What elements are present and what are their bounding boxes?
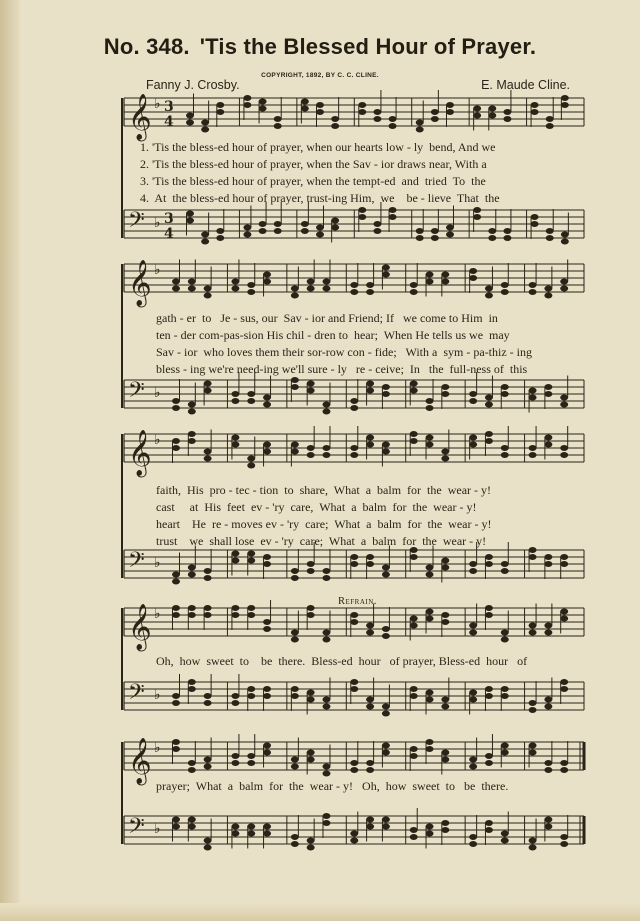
- treble-clef: 𝄞: [128, 260, 152, 306]
- key-flat: ♭: [154, 740, 161, 756]
- verse-line-2-1: gath - er to Je - sus, our Sav - ior and Friend; If we come to Him in: [156, 311, 498, 325]
- key-flat: ♭: [154, 385, 161, 401]
- treble-clef: 𝄞: [128, 738, 152, 784]
- key-flat: ♭: [154, 96, 161, 112]
- treble-clef: 𝄞: [128, 604, 152, 650]
- key-flat: ♭: [154, 606, 161, 622]
- refrain-line-1: Oh, how sweet to be there. Bless-ed hour of prayer, Bless-ed hour of: [156, 654, 528, 668]
- copyright-notice: COPYRIGHT, 1892, BY C. C. CLINE.: [261, 72, 379, 79]
- system-bracket: [0, 264, 640, 412]
- verse-line-3-2: cast at His feet ev - 'ry care, What a balm for the wear - y!: [156, 500, 477, 514]
- time-sig-bottom: 4: [164, 226, 174, 242]
- refrain-line-2: prayer; What a balm for the wear - y! Oh, how sweet to be there.: [156, 779, 509, 793]
- bass-clef: 𝄢: [128, 680, 145, 710]
- verse-line-1-2: 2. 'Tis the bless-ed hour of prayer, when the Sav - ior draws near, With a: [140, 157, 487, 171]
- verse-line-2-4: bless - ing we're need-ing we'll sure - ly re - ceive; In the full-ness of this: [156, 362, 528, 376]
- verse-line-1-4: 4. At the bless-ed hour of prayer, trust-ing Him, we be - lieve That the: [140, 191, 500, 205]
- key-flat: ♭: [154, 215, 161, 231]
- key-flat: ♭: [154, 687, 161, 703]
- system-bracket: [0, 98, 640, 242]
- page-bottom-edge: [0, 903, 640, 921]
- system-bracket: [0, 608, 640, 714]
- verse-line-3-4: trust we shall lose ev - 'ry care; What a balm for the wear - y!: [156, 534, 487, 548]
- hymn-title: [0, 34, 640, 60]
- verse-line-2-3: Sav - ior who loves them their sor-row con - fide; With a sym - pa-thiz - ing: [156, 345, 532, 359]
- hymn-name: 'Tis the Blessed Hour of Prayer.: [199, 34, 537, 59]
- verse-line-3-3: heart He re - moves ev - 'ry care; What a balm for the wear - y!: [156, 517, 492, 531]
- composer-credit: E. Maude Cline.: [481, 78, 570, 92]
- treble-clef: 𝄞: [128, 94, 152, 140]
- time-sig-bottom: 4: [164, 114, 174, 130]
- bass-clef: 𝄢: [128, 378, 145, 408]
- verse-line-2-2: ten - der com-pas-sion His chil - dren to hear; When He tells us we may: [156, 328, 510, 342]
- time-sig-top: 3: [164, 99, 174, 115]
- system-bracket: [0, 742, 640, 848]
- hymn-number: No. 348.: [103, 34, 190, 59]
- verse-line-1-1: 1. 'Tis the bless-ed hour of prayer, when our hearts low - ly bend, And we: [140, 140, 496, 154]
- refrain-label: Refrain.: [338, 596, 377, 607]
- bass-clef: 𝄢: [128, 208, 145, 238]
- key-flat: ♭: [154, 432, 161, 448]
- verse-line-3-1: faith, His pro - tec - tion to share, What a balm for the wear - y!: [156, 483, 492, 497]
- system-bracket: [0, 434, 640, 582]
- bass-clef: 𝄢: [128, 814, 145, 844]
- key-flat: ♭: [154, 262, 161, 278]
- treble-clef: 𝄞: [128, 430, 152, 476]
- key-flat: ♭: [154, 555, 161, 571]
- verse-line-1-3: 3. 'Tis the bless-ed hour of prayer, when the tempt-ed and tried To the: [140, 174, 486, 188]
- bass-clef: 𝄢: [128, 548, 145, 578]
- time-sig-top: 3: [164, 211, 174, 227]
- lyricist-credit: Fanny J. Crosby.: [146, 78, 240, 92]
- key-flat: ♭: [154, 821, 161, 837]
